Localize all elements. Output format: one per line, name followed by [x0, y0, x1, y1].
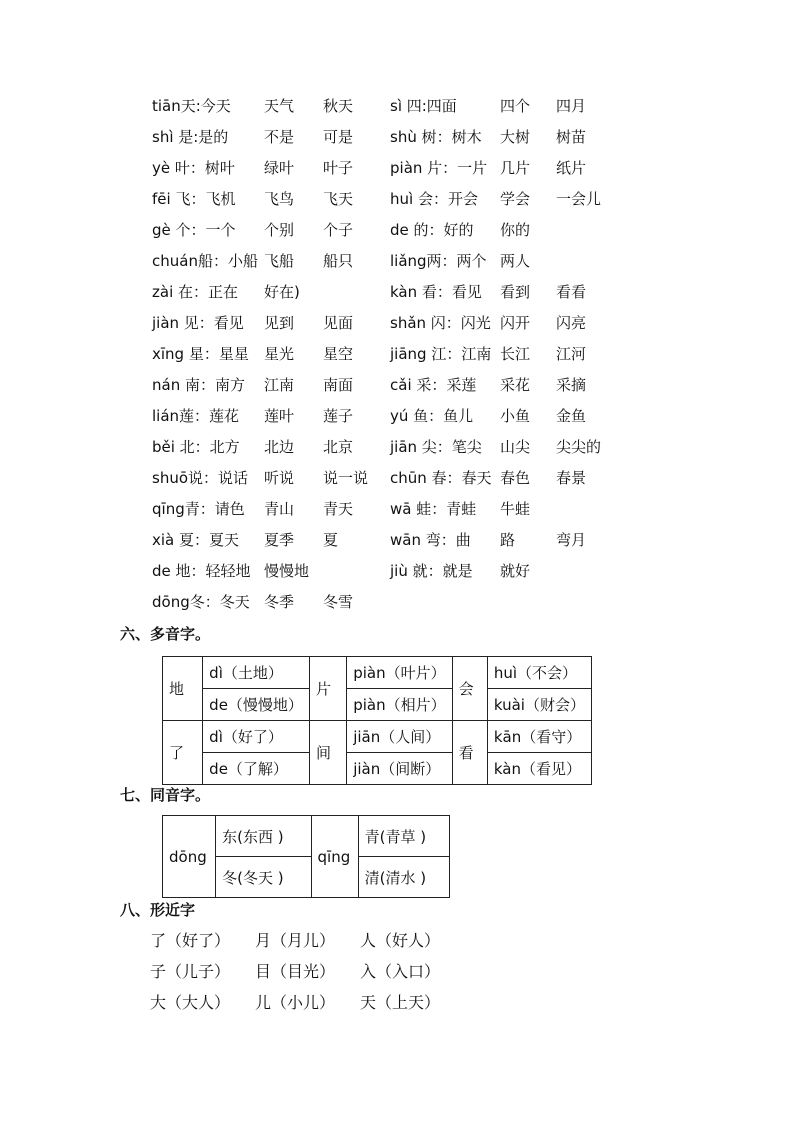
vocab-entry: 天气	[264, 97, 295, 115]
vocab-entry: huì 会：开会	[390, 190, 478, 208]
vocab-entry: jiù 就：就是	[390, 562, 473, 580]
homophone-sound: qīng	[311, 816, 358, 898]
vocab-entry: 不是	[264, 128, 295, 146]
vocab-entry: 个别	[264, 221, 295, 239]
vocab-entry: 青天	[323, 500, 354, 518]
polyphone-reading: dì（土地）	[203, 657, 310, 689]
vocab-entry: 就好	[500, 562, 531, 580]
vocab-entry: piàn 片：一片	[390, 159, 488, 177]
vocab-entry: 纸片	[556, 159, 587, 177]
vocab-entry: 大树	[500, 128, 531, 146]
vocab-entry: 看到	[500, 283, 531, 301]
vocab-entry: 星空	[323, 345, 354, 363]
vocab-entry: 金鱼	[556, 407, 587, 425]
vocab-entry: 采花	[500, 376, 531, 394]
vocab-entry: chuán船：小船	[152, 252, 258, 270]
polyphone-char: 地	[163, 657, 203, 721]
vocab-entry: nán 南：南方	[152, 376, 245, 394]
vocab-entry: 莲子	[323, 407, 354, 425]
vocab-entry: 长江	[500, 345, 531, 363]
vocab-entry: 山尖	[500, 438, 531, 456]
vocab-entry: 学会	[500, 190, 531, 208]
section-7-title: 七、同音字。	[120, 786, 211, 804]
vocab-entry: lián莲：莲花	[152, 407, 240, 425]
vocab-entry: 采摘	[556, 376, 587, 394]
vocab-entry: 个子	[323, 221, 354, 239]
vocab-entry: 听说	[264, 469, 295, 487]
polyphone-reading: dì（好了）	[203, 721, 310, 753]
polyphone-reading: jiàn（间断）	[347, 753, 452, 785]
vocab-entry: 夏季	[264, 531, 295, 549]
vocab-entry: zài 在：正在	[152, 283, 239, 301]
similar-char-entry: 子（儿子）	[150, 962, 231, 981]
polyphone-reading: huì（不会）	[487, 657, 591, 689]
vocab-entry: cǎi 采：采莲	[390, 376, 477, 394]
vocab-entry: liǎng两：两个	[390, 252, 487, 270]
vocab-entry: 星光	[264, 345, 295, 363]
similar-char-entry: 大（大人）	[150, 993, 231, 1012]
vocab-entry: 秋天	[323, 97, 354, 115]
vocab-entry: 几片	[500, 159, 531, 177]
vocab-entry: jiāng 江：江南	[390, 345, 492, 363]
vocab-entry: 春色	[500, 469, 531, 487]
homophone-word: 青(青草 )	[358, 816, 449, 857]
polyphone-reading: kuài（财会）	[487, 689, 591, 721]
vocab-entry: 冬季	[264, 593, 295, 611]
vocab-entry: 飞天	[323, 190, 354, 208]
polyphone-char: 会	[452, 657, 487, 721]
vocab-entry: 莲叶	[264, 407, 295, 425]
similar-char-entry: 目（目光）	[255, 962, 336, 981]
vocab-entry: 树苗	[556, 128, 587, 146]
vocab-entry: 慢慢地	[264, 562, 310, 580]
vocab-entry: wān 弯：曲	[390, 531, 471, 549]
polyphone-char: 了	[163, 721, 203, 785]
vocab-entry: shù 树：树木	[390, 128, 482, 146]
vocab-entry: xīng 星：星星	[152, 345, 249, 363]
similar-char-entry: 了（好了）	[150, 931, 231, 950]
polyphone-reading: piàn（相片）	[347, 689, 452, 721]
vocab-entry: 船只	[323, 252, 354, 270]
vocab-entry: 春景	[556, 469, 587, 487]
vocab-entry: 叶子	[323, 159, 354, 177]
vocab-entry: yè 叶：树叶	[152, 159, 235, 177]
vocab-entry: 闪亮	[556, 314, 587, 332]
similar-char-entry: 人（好人）	[360, 931, 441, 950]
vocab-entry: 尖尖的	[556, 438, 602, 456]
vocab-entry: fēi 飞：飞机	[152, 190, 236, 208]
vocab-entry: 冬雪	[323, 593, 354, 611]
vocab-entry: 见面	[323, 314, 354, 332]
polyphone-reading: kàn（看见）	[487, 753, 591, 785]
vocab-entry: 江南	[264, 376, 295, 394]
vocab-entry: xià 夏：夏天	[152, 531, 240, 549]
vocab-entry: 一会儿	[556, 190, 602, 208]
table-row	[163, 816, 450, 857]
polyphone-reading: jiān（人间）	[347, 721, 452, 753]
table-row	[163, 657, 592, 689]
vocab-entry: jiān 尖：笔尖	[390, 438, 482, 456]
vocab-entry: dōng冬：冬天	[152, 593, 250, 611]
vocab-entry: 飞船	[264, 252, 295, 270]
section-8-title: 八、形近字	[120, 901, 196, 919]
vocab-entry: 弯月	[556, 531, 587, 549]
vocab-entry: yú 鱼：鱼儿	[390, 407, 474, 425]
vocab-entry: de 的：好的	[390, 221, 474, 239]
vocab-entry: kàn 看：看见	[390, 283, 482, 301]
homophone-table	[162, 815, 450, 898]
vocab-entry: běi 北：北方	[152, 438, 240, 456]
similar-char-entry: 儿（小儿）	[255, 993, 336, 1012]
table-row	[163, 721, 592, 753]
polyphone-table	[162, 656, 592, 785]
vocab-entry: tiān天:今天	[152, 97, 231, 115]
homophone-word: 冬(冬天 )	[216, 857, 311, 898]
similar-char-entry: 天（上天）	[360, 993, 441, 1012]
section-6-title: 六、多音字。	[120, 625, 211, 643]
polyphone-reading: kān（看守）	[487, 721, 591, 753]
homophone-sound: dōng	[163, 816, 216, 898]
vocab-entry: 青山	[264, 500, 295, 518]
polyphone-reading: piàn（叶片）	[347, 657, 452, 689]
polyphone-char: 看	[452, 721, 487, 785]
polyphone-char: 片	[309, 657, 346, 721]
vocab-entry: wā 蛙：青蛙	[390, 500, 477, 518]
vocab-entry: de 地：轻轻地	[152, 562, 251, 580]
vocab-entry: 闪开	[500, 314, 531, 332]
vocab-entry: sì 四:四面	[390, 97, 457, 115]
vocab-entry: 飞鸟	[264, 190, 295, 208]
homophone-word: 清(清水 )	[358, 857, 449, 898]
vocab-entry: 四个	[500, 97, 531, 115]
table-row	[163, 689, 592, 721]
vocab-entry: 两人	[500, 252, 531, 270]
polyphone-reading: de（慢慢地）	[203, 689, 310, 721]
table-row	[163, 753, 592, 785]
vocab-entry: 绿叶	[264, 159, 295, 177]
vocab-entry: 江河	[556, 345, 587, 363]
vocab-entry: 北边	[264, 438, 295, 456]
vocab-entry: chūn 春：春天	[390, 469, 492, 487]
vocab-entry: 看看	[556, 283, 587, 301]
vocab-entry: 南面	[323, 376, 354, 394]
homophone-word: 东(东西 )	[216, 816, 311, 857]
vocab-entry: 路	[500, 531, 516, 549]
vocab-entry: 四月	[556, 97, 587, 115]
similar-char-entry: 月（月儿）	[255, 931, 336, 950]
vocab-entry: 可是	[323, 128, 354, 146]
polyphone-char: 间	[309, 721, 346, 785]
vocab-entry: shuō说：说话	[152, 469, 249, 487]
vocab-entry: 你的	[500, 221, 531, 239]
vocab-entry: qīng青：请色	[152, 500, 245, 518]
vocab-entry: 好在)	[264, 283, 300, 301]
similar-char-entry: 入（入口）	[360, 962, 441, 981]
vocab-entry: 牛蛙	[500, 500, 531, 518]
vocab-entry: jiàn 见：看见	[152, 314, 244, 332]
vocab-entry: 见到	[264, 314, 295, 332]
vocab-entry: shǎn 闪：闪光	[390, 314, 491, 332]
vocab-entry: 北京	[323, 438, 354, 456]
vocab-entry: shì 是:是的	[152, 128, 229, 146]
vocab-entry: 夏	[323, 531, 339, 549]
vocab-entry: gè 个：一个	[152, 221, 236, 239]
polyphone-reading: de（了解）	[203, 753, 310, 785]
vocab-entry: 说一说	[323, 469, 369, 487]
vocab-entry: 小鱼	[500, 407, 531, 425]
